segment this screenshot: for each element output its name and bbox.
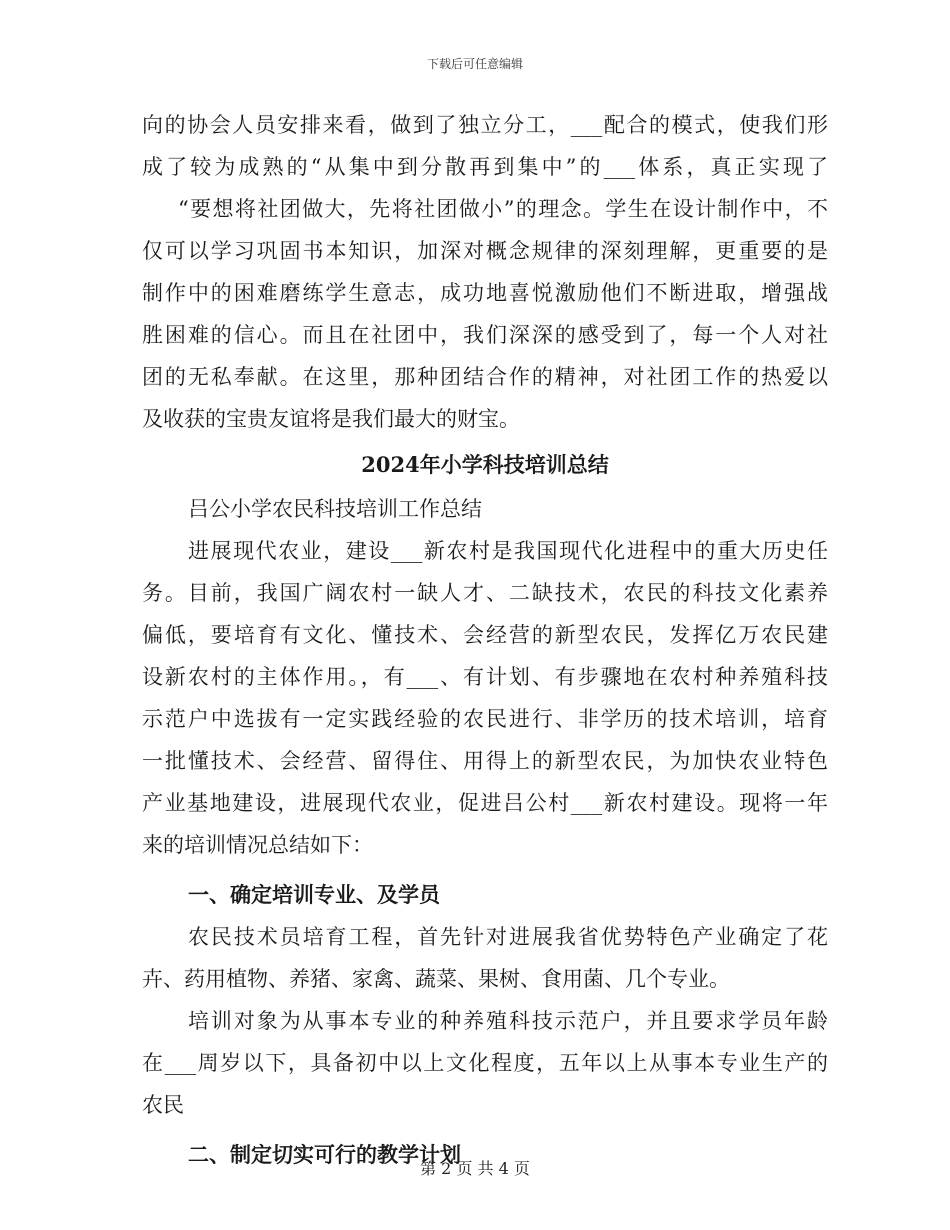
text-line: 胜困难的信心。而且在社团中，我们深深的感受到了，每一个人对社 <box>142 323 828 347</box>
page-number: 第 2 页 共 4 页 <box>420 1159 530 1178</box>
intro-paragraph <box>142 104 828 440</box>
paragraph-3 <box>142 1000 828 1126</box>
text-line: 在___周岁以下，具备初中以上文化程度，五年以上从事本专业生产的 <box>142 1051 828 1075</box>
text-line: 制作中的困难磨练学生意志，成功地喜悦激励他们不断进取，增强战 <box>142 281 828 305</box>
text-line: 团的无私奉献。在这里，那种团结合作的精神，对社团工作的热爱以 <box>142 365 828 389</box>
text-line: 向的协会人员安排来看，做到了独立分工，___配合的模式，使我们形 <box>142 113 828 137</box>
subtitle: 吕公小学农民科技培训工作总结 <box>188 497 482 521</box>
text-line: 成了较为成熟的“从集中到分散再到集中”的___体系，真正实现了 <box>142 155 828 179</box>
text-line: 设新农村的主体作用。，有___、有计划、有步骤地在农村种养殖科技 <box>142 665 828 689</box>
document-body <box>142 104 828 1176</box>
text-line: 一批懂技术、会经营、留得住、用得上的新型农民，为加快农业特色 <box>142 749 828 773</box>
text-line: 进展现代农业，建设___新农村是我国现代化进程中的重大历史任 <box>188 539 828 563</box>
text-line: 仅可以学习巩固书本知识，加深对概念规律的深刻理解，更重要的是 <box>142 239 828 263</box>
text-line: “要想将社团做大，先将社团做小”的理念。学生在设计制作中，不 <box>178 197 828 221</box>
text-line: 卉、药用植物、养猪、家禽、蔬菜、果树、食用菌、几个专业。 <box>142 967 730 991</box>
text-line: 农民 <box>142 1093 184 1117</box>
text-line: 及收获的宝贵友谊将是我们最大的财宝。 <box>142 407 520 431</box>
paragraph-1 <box>142 530 828 866</box>
section-heading-1: 一、确定培训专业、及学员 <box>188 882 440 907</box>
text-line: 培训对象为从事本专业的种养殖科技示范户，并且要求学员年龄 <box>188 1009 828 1033</box>
text-line: 务。目前，我国广阔农村一缺人才、二缺技术，农民的科技文化素养 <box>142 581 828 605</box>
text-line: 农民技术员培育工程，首先针对进展我省优势特色产业确定了花 <box>188 925 828 949</box>
text-line: 产业基地建设，进展现代农业，促进吕公村___新农村建设。现将一年 <box>142 791 828 815</box>
page-header: 下载后可任意编辑 <box>426 57 523 71</box>
text-line: 示范户中选拔有一定实践经验的农民进行、非学历的技术培训，培育 <box>142 707 828 731</box>
text-line: 偏低，要培育有文化、懂技术、会经营的新型农民，发挥亿万农民建 <box>142 623 828 647</box>
text-line: 来的培训情况总结如下： <box>142 833 373 857</box>
paragraph-2 <box>142 916 828 1000</box>
document-title: 2024年小学科技培训总结 <box>361 452 609 477</box>
section-heading-2: 二、制定切实可行的教学计划 <box>188 1142 461 1167</box>
